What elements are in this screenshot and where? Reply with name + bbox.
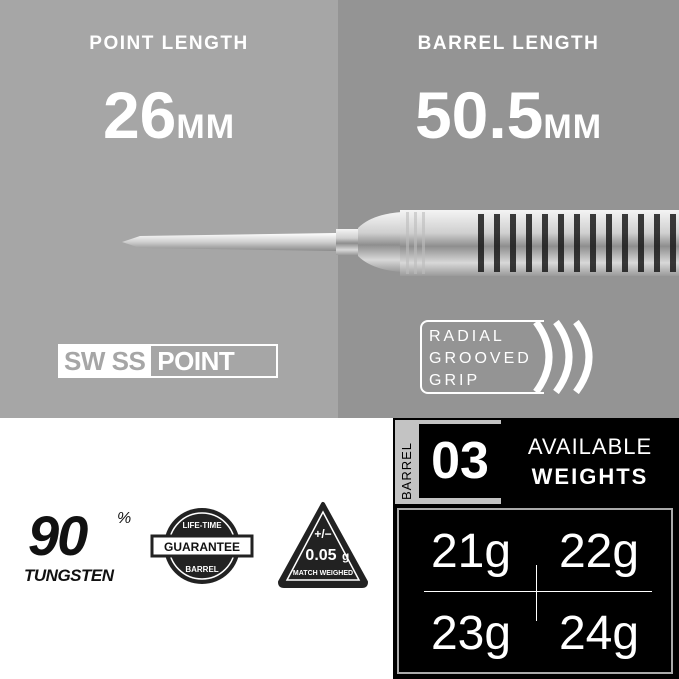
weighed-label: MATCH WEIGHED	[292, 570, 354, 577]
weight-option: 21g	[430, 525, 512, 578]
radial-grip-badge	[420, 320, 544, 394]
dart-collar	[336, 229, 360, 255]
weight-option: 24g	[558, 607, 640, 660]
swiss-point-logo	[58, 344, 278, 378]
barrel-length-unit: MM	[543, 108, 603, 146]
point-length-number: 26	[102, 78, 177, 152]
weight-option: 22g	[558, 525, 640, 578]
point-length-unit: MM	[176, 108, 236, 146]
weighed-unit: g	[342, 549, 350, 563]
dart-barrel	[400, 210, 679, 276]
match-weighed-badge	[276, 500, 370, 590]
weights-grid	[397, 508, 673, 674]
dart-point	[122, 233, 336, 251]
barrel-number-box	[395, 420, 501, 504]
grip-line-3: GRIP	[429, 372, 481, 389]
guarantee-bottom: BARREL	[185, 565, 219, 574]
tungsten-badge	[22, 504, 142, 588]
barrel-length-heading: BARREL LENGTH	[417, 33, 600, 54]
available-label: AVAILABLE	[527, 434, 653, 459]
barrel-number: 03	[419, 424, 501, 498]
weighed-value: 0.05	[305, 547, 337, 564]
guarantee-badge	[150, 504, 254, 588]
barrel-label: BARREL	[399, 441, 414, 500]
grip-line-2: GROOVED	[429, 350, 532, 367]
tungsten-value: 90	[28, 504, 87, 567]
swiss-logo-part-b: POINT	[157, 345, 235, 376]
weights-title: WEIGHTS	[531, 464, 649, 489]
grid-divider-vertical	[536, 565, 537, 621]
weighed-plusminus: +/−	[314, 527, 332, 541]
grip-line-1: RADIAL	[429, 328, 505, 345]
radial-grip-icon	[532, 320, 602, 394]
grid-divider-horizontal	[424, 591, 652, 592]
weights-panel	[393, 418, 679, 679]
guarantee-top: LIFE-TIME	[182, 521, 222, 530]
dart-nose	[358, 212, 402, 272]
tungsten-percent: %	[117, 510, 132, 527]
barrel-length-number: 50.5	[414, 78, 544, 152]
point-length-heading: POINT LENGTH	[89, 33, 249, 54]
dart-ridges	[406, 212, 425, 274]
weight-option: 23g	[430, 607, 512, 660]
tungsten-label: TUNGSTEN	[24, 566, 114, 585]
swiss-logo-part-a: SW SS	[60, 346, 151, 376]
guarantee-main: GUARANTEE	[163, 540, 241, 554]
